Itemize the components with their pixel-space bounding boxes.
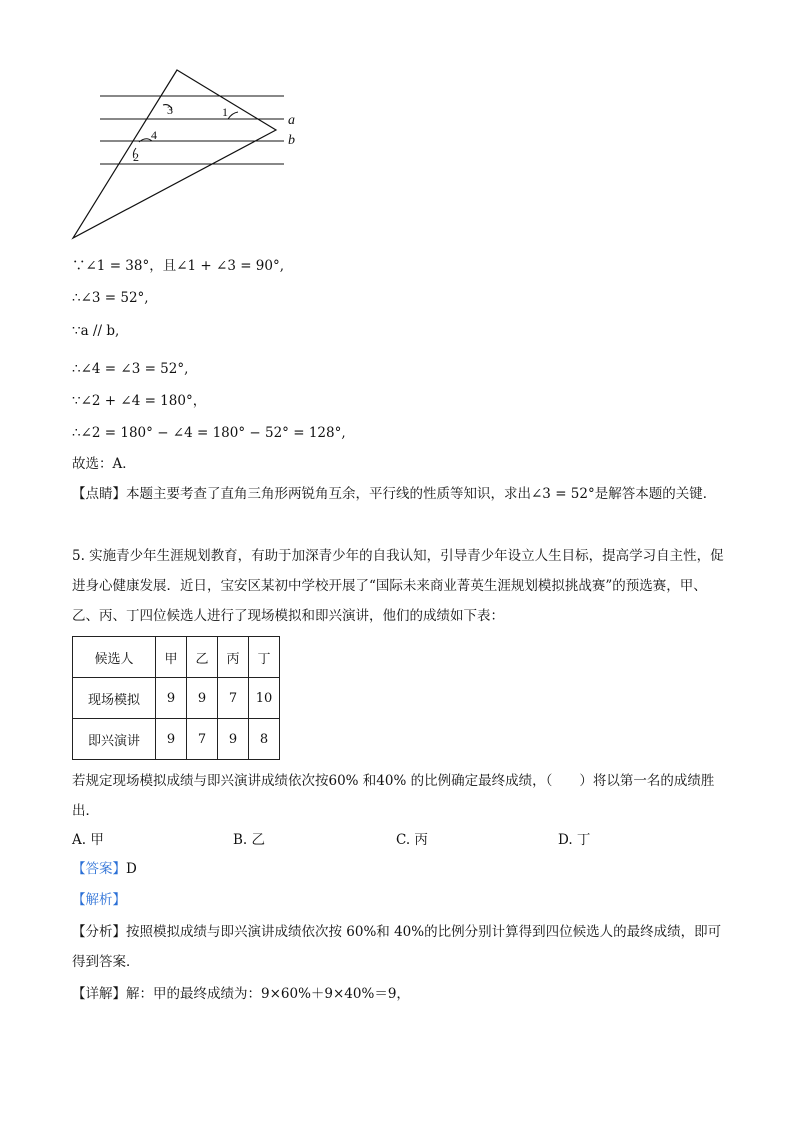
table-cell: 8 [249, 719, 280, 760]
geometry-figure [60, 60, 320, 250]
analysis-sub-tag: 【分析】 [72, 924, 126, 940]
comment-tag: 【点睛】 [72, 486, 126, 502]
line-b-label: b [288, 133, 295, 148]
table-cell: 9 [218, 719, 249, 760]
line-a-label: a [288, 113, 295, 128]
solution-step-3: ∵a // b, [72, 323, 120, 339]
solution-step-4: ∴∠4 = ∠3 = 52°, [72, 361, 189, 377]
option-d: D. 丁 [558, 832, 591, 848]
solution-conclusion: 故选：A． [72, 456, 136, 472]
analysis-text: 按照模拟成绩与即兴演讲成绩依次按 60%和 40%的比例分别计算得到四位候选人的最终成绩，即可得到答案． [72, 924, 722, 970]
table-header-cell: 乙 [187, 637, 218, 678]
analysis-paragraph [72, 917, 732, 977]
solution-step-1: ∵∠1 = 38°，且∠1 + ∠3 = 90°, [72, 258, 285, 274]
table-header-cell: 甲 [156, 637, 187, 678]
detail-line [72, 984, 410, 1004]
table-cell: 即兴演讲 [73, 719, 156, 760]
table-cell: 10 [249, 678, 280, 719]
table-cell: 9 [156, 719, 187, 760]
solution-step-6: ∴∠2 = 180° − ∠4 = 180° − 52° = 128°, [72, 425, 346, 441]
solution-step-5: ∵∠2 + ∠4 = 180°， [72, 393, 207, 409]
triangle [73, 70, 276, 238]
table-cell: 7 [218, 678, 249, 719]
angle-3-label: 3 [167, 103, 173, 117]
answer-tag: 【答案】 [72, 861, 126, 877]
table-header-cell: 丙 [218, 637, 249, 678]
parallel-lines-triangle-diagram [60, 60, 320, 250]
angle-1-arc [228, 112, 238, 119]
angle-2-label: 2 [133, 150, 139, 164]
table-header-row [73, 637, 280, 678]
question-5-stem: 若规定现场模拟成绩与即兴演讲成绩依次按60% 和40% 的比例确定最终成绩，（ ）将以第一名的成绩胜出． [72, 773, 715, 819]
score-table [72, 636, 280, 760]
option-a: A. 甲 [72, 832, 104, 848]
detail-tag: 【详解】 [72, 986, 126, 1002]
table-header-cell: 候选人 [73, 637, 156, 678]
detail-text: 解：甲的最终成绩为：9×60%＋9×40%＝9， [126, 986, 410, 1002]
angle-4-label: 4 [151, 128, 157, 142]
option-b: B. 乙 [233, 832, 266, 848]
answer-line [72, 859, 137, 879]
solution-step-2: ∴∠3 = 52°, [72, 290, 149, 306]
solution-comment [72, 479, 732, 509]
analysis-tag: 【解析】 [72, 892, 126, 908]
table-cell: 9 [187, 678, 218, 719]
comment-text: 本题主要考查了直角三角形两锐角互余，平行线的性质等知识，求出∠3 = 52°是解答本题的关键． [126, 486, 717, 502]
analysis-heading [72, 890, 126, 910]
option-c: C. 丙 [396, 832, 428, 848]
table-row [73, 719, 280, 760]
table-cell: 现场模拟 [73, 678, 156, 719]
angle-1-label: 1 [222, 105, 228, 119]
table-row [73, 678, 280, 719]
answer-value: D [126, 861, 137, 877]
table-cell: 7 [187, 719, 218, 760]
table-header-cell: 丁 [249, 637, 280, 678]
question-5-intro: 5. 实施青少年生涯规划教育，有助于加深青少年的自我认知，引导青少年设立人生目标，提高学习自主性，促进身心健康发展．近日，宝安区某初中学校开展了“国际未来商业菁英生涯规划模拟挑战赛”的预选赛，甲、乙、丙、丁四位候选人进行了现场模拟和即兴演讲，他们的成绩如下表： [72, 548, 724, 624]
table-cell: 9 [156, 678, 187, 719]
